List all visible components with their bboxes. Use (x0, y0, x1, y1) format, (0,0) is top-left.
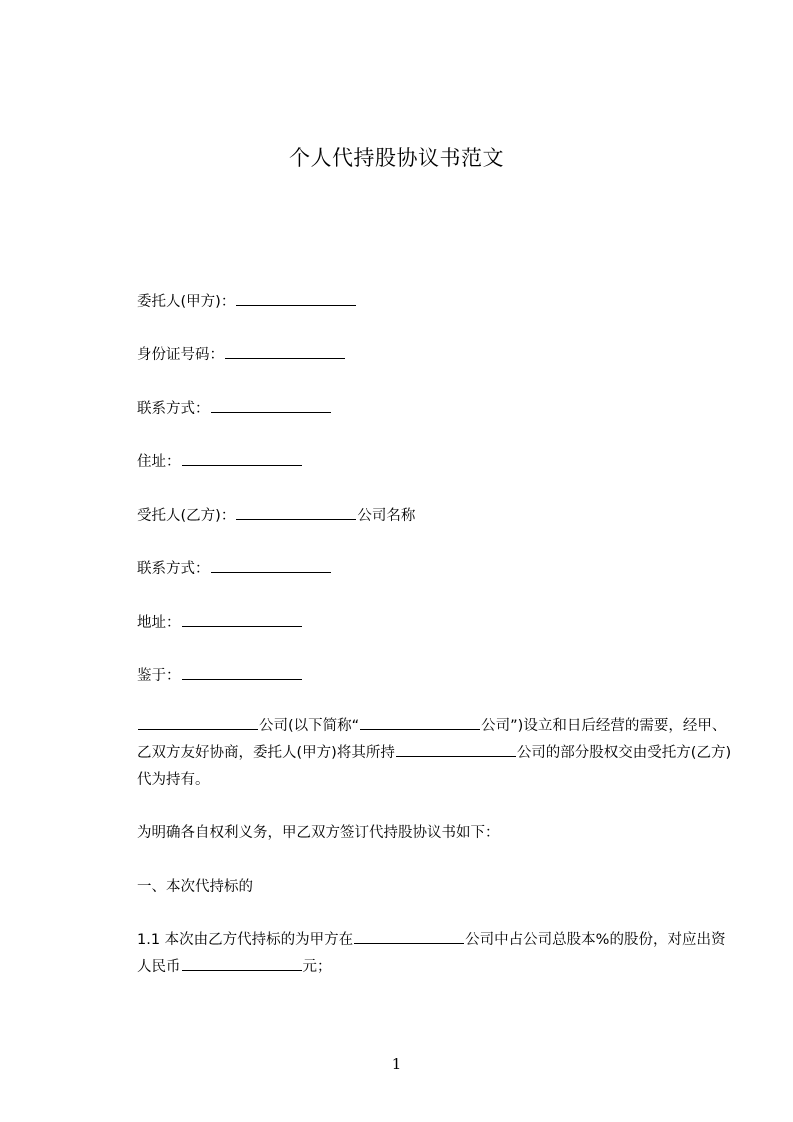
clause-amount-blank (182, 956, 302, 971)
address-line (137, 612, 303, 633)
contact-line-1 (137, 398, 332, 419)
paragraph-background-text-c: 公司的部分股权交由受托方(乙方)代为持有。 (137, 745, 732, 788)
whereas-line (137, 665, 303, 686)
paragraph-background-text-b: 公司”)设立和日后经营的需要，经甲、乙双方友好协商，委托人(甲方)将其所持 (137, 718, 727, 761)
clause-1-1 (105, 927, 737, 981)
id-number-line (137, 344, 346, 365)
clause-1-1-text-b: 公司中占公司总股本%的股份，对应出资人民币 (137, 932, 726, 975)
contact-blank-2 (211, 558, 331, 573)
clause-1-1-text-c: 元； (302, 959, 332, 975)
company-blank-1 (138, 715, 258, 730)
whereas-blank (182, 665, 302, 680)
id-number-label: 身份证号码： (137, 347, 224, 363)
contact-blank-1 (211, 398, 331, 413)
purpose-line: 为明确各自权利义务，甲乙双方签订代持股协议书如下： (137, 825, 500, 841)
contact-label-2: 联系方式： (137, 561, 210, 577)
address-blank (182, 612, 302, 627)
document-title: 个人代持股协议书范文 (289, 146, 504, 170)
residence-label: 住址： (137, 454, 181, 470)
trustee-blank (236, 505, 356, 520)
trustee-suffix: 公司名称 (357, 508, 416, 524)
trustee-line (137, 505, 415, 526)
company-blank-3 (396, 742, 516, 757)
page-number: 1 (391, 1055, 402, 1073)
principal-label: 委托人(甲方)： (137, 294, 236, 310)
id-number-blank (225, 344, 345, 359)
paragraph-background-text-a: 公司(以下简称“ (259, 718, 360, 734)
whereas-label: 鉴于： (137, 668, 181, 684)
residence-blank (182, 451, 302, 466)
trustee-label: 受托人(乙方)： (137, 508, 236, 524)
principal-line (137, 291, 357, 312)
section-heading-1: 一、本次代持标的 (137, 879, 253, 895)
contact-line-2 (137, 558, 332, 579)
company-blank-2 (360, 715, 480, 730)
clause-1-1-text-a: 1.1 本次由乙方代持标的为甲方在 (137, 932, 354, 948)
address-label: 地址： (137, 615, 181, 631)
paragraph-background (105, 713, 737, 794)
principal-blank (236, 291, 356, 306)
contact-label-1: 联系方式： (137, 401, 210, 417)
clause-company-blank (354, 929, 464, 944)
residence-line (137, 451, 303, 472)
